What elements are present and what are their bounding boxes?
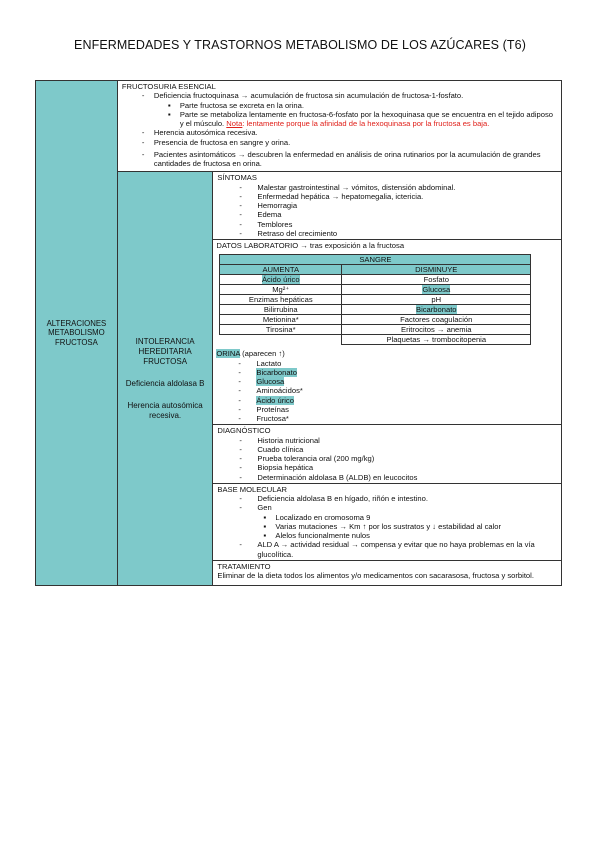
disminuye-cell: Eritrocitos → anemia — [342, 325, 531, 335]
sintoma-item: - Temblores — [217, 220, 558, 229]
disminuye-cell — [342, 305, 531, 315]
disminuye-cell: pH — [342, 295, 531, 305]
main-table — [35, 80, 562, 586]
gen-subitem: ▪ Alelos funcionalmente nulos — [217, 531, 558, 540]
orina-item — [216, 396, 558, 405]
intolerancia-inheritance: Herencia autosómica recesiva. — [127, 400, 203, 420]
tratamiento-section — [213, 560, 562, 586]
intolerancia-title: INTOLERANCIA HEREDITARIA FRUCTOSA — [135, 336, 195, 366]
fructosuria-subitem — [122, 110, 558, 129]
base-molecular-heading: BASE MOLECULAR — [217, 484, 288, 494]
aumenta-cell: Bilirrubina — [220, 305, 342, 315]
orina-item — [216, 377, 558, 386]
disminuye-value: Bicarbonato — [416, 305, 457, 315]
sangre-table — [219, 254, 531, 345]
diagnostico-item: - Historia nutricional — [217, 436, 558, 445]
disminuye-cell: Plaquetas → trombocitopenia — [342, 335, 531, 345]
nota-label: Nota — [226, 119, 243, 128]
sangre-header: SANGRE — [220, 255, 531, 265]
left-category-cell — [36, 81, 118, 586]
aumenta-value: Ácido úrico — [261, 275, 300, 285]
tratamiento-text: Eliminar de la dieta todos los alimentos y/o medicamentos con sacarasosa, fructosa y sorbitol. — [217, 571, 534, 580]
laboratorio-heading: DATOS LABORATORIO → tras exposición a la fructosa — [216, 241, 405, 250]
disminuye-value: Glucosa — [422, 285, 451, 295]
orina-heading — [216, 349, 558, 358]
orina-item: - Fructosa* — [216, 414, 558, 423]
diagnostico-item: - Prueba tolerancia oral (200 mg/kg) — [217, 454, 558, 463]
aumenta-cell-empty — [220, 335, 342, 345]
sintomas-section — [213, 172, 562, 240]
laboratorio-section — [213, 240, 562, 425]
base-item: - Deficiencia aldolasa B en hígado, riñón e intestino. — [217, 494, 558, 503]
diagnostico-item: - Biopsia hepática — [217, 463, 558, 472]
diagnostico-heading: DIAGNÓSTICO — [217, 426, 271, 436]
gen-subitem: ▪ Localizado en cromosoma 9 — [217, 513, 558, 522]
orina-item: - Lactato — [216, 359, 558, 368]
fructosuria-heading: FRUCTOSURIA ESENCIAL — [121, 82, 216, 91]
aumenta-cell: Tirosina* — [220, 325, 342, 335]
orina-item: - Proteínas — [216, 405, 558, 414]
gen-subitem: ▪ Varias mutaciones → Km ↑ por los sustratos y ↓ estabilidad al calor — [217, 522, 558, 531]
orina-item-text: Bicarbonato — [256, 367, 297, 377]
disminuye-cell: Factores coagulación — [342, 315, 531, 325]
sintoma-item: - Edema — [217, 210, 558, 219]
sintoma-item: - Malestar gastrointestinal → vómitos, distensión abdominal. — [217, 183, 558, 192]
base-item: - ALD A → actividad residual → compensa y evitar que no haya problemas en la vía glucolítica. — [217, 540, 558, 559]
intolerancia-cell — [117, 172, 213, 586]
fructosuria-subitem: ▪ Parte fructosa se excreta en la orina. — [122, 101, 558, 110]
disminuye-header: DISMINUYE — [342, 265, 531, 275]
aumenta-cell: Enzimas hepáticas — [220, 295, 342, 305]
diagnostico-item: - Determinación aldolasa B (ALDB) en leucocitos — [217, 473, 558, 482]
left-category-label: ALTERACIONES METABOLISMO FRUCTOSA — [46, 318, 107, 347]
orina-item — [216, 368, 558, 377]
fructosuria-item: - Presencia de fructosa en sangre y orina. — [136, 138, 558, 147]
sintoma-item: - Enfermedad hepática → hepatomegalia, ictericia. — [217, 192, 558, 201]
diagnostico-section — [213, 425, 562, 484]
intolerancia-deficiency: Deficiencia aldolasa B — [125, 378, 205, 388]
sintomas-heading: SÍNTOMAS — [217, 173, 257, 183]
fructosuria-item: - Pacientes asintomáticos → descubren la enfermedad en análisis de orina rutinarios por la acumulación de grandes cantidades de fructosa en orina. — [136, 150, 558, 169]
disminuye-cell — [342, 285, 531, 295]
nota-text: : lentamente porque la afinidad de la hexoquinasa por la fructosa es baja. — [242, 119, 490, 128]
orina-rest: (aparecen ↑) — [240, 349, 285, 359]
disminuye-cell: Fosfato — [342, 275, 531, 285]
base-item: - Gen — [217, 503, 558, 512]
tratamiento-heading: TRATAMIENTO — [217, 561, 271, 571]
diagnostico-item: - Cuado clínica — [217, 445, 558, 454]
orina-item-text: Glucosa — [256, 377, 285, 386]
sintoma-item: - Retraso del crecimiento — [217, 229, 558, 238]
fructosuria-sub2-text: Parte se metaboliza lentamente en fructosa-6-fosfato por la hexoquinasa que se encuentra en el tejido adiposo y el músculo. — [179, 109, 554, 128]
aumenta-cell: Mg²⁺ — [220, 285, 342, 295]
sintoma-item: - Hemorragia — [217, 201, 558, 210]
base-molecular-section — [213, 483, 562, 560]
fructosuria-item: - Herencia autosómica recesiva. — [136, 128, 558, 137]
orina-item: - Aminoácidos* — [216, 386, 558, 395]
orina-item-text: Ácido úrico — [256, 395, 294, 405]
aumenta-header: AUMENTA — [220, 265, 342, 275]
aumenta-cell — [220, 275, 342, 285]
page-title: ENFERMEDADES Y TRASTORNOS METABOLISMO DE LOS AZÚCARES (T6) — [74, 38, 526, 52]
orina-label: ORINA — [216, 349, 241, 359]
fructosuria-item: - Deficiencia fructoquinasa → acumulación de fructosa sin acumulación de fructosa-1-fosfato. — [136, 91, 558, 100]
fructosuria-section — [117, 81, 561, 172]
aumenta-cell: Metionina* — [220, 315, 342, 325]
